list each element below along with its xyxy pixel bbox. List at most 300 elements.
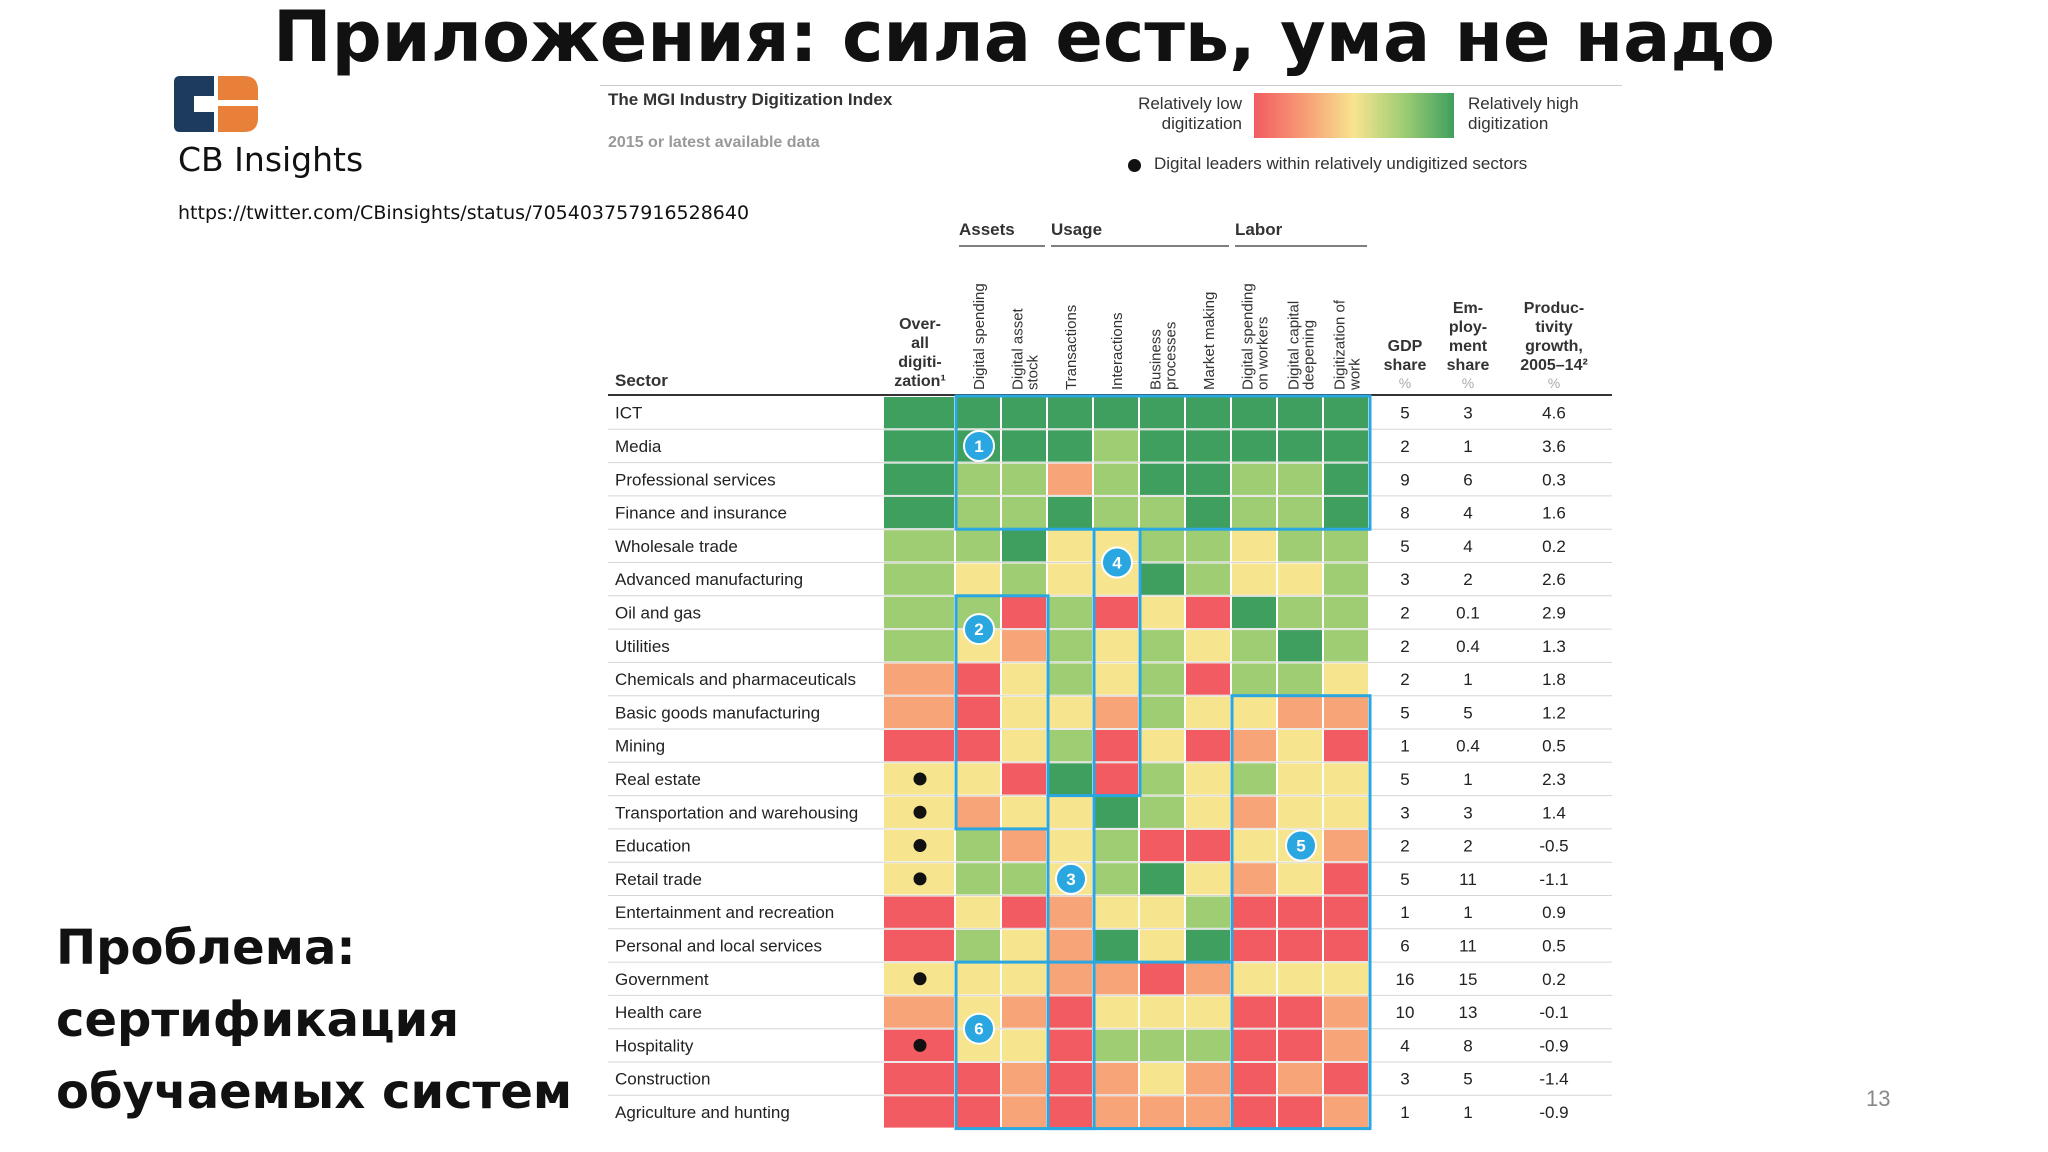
heat-cell-r10-c6 xyxy=(1186,730,1230,761)
heat-cell-r4-c2 xyxy=(1002,530,1046,561)
column-header-9-line-1: work xyxy=(1346,358,1364,390)
heat-cell-r9-c1 xyxy=(956,697,1000,728)
heat-cell-r4-c8 xyxy=(1278,530,1322,561)
chart-top-rule xyxy=(600,85,1622,86)
column-header-6-line-0: Market making xyxy=(1201,291,1218,390)
sector-label-7: Utilities xyxy=(615,636,670,656)
stat-value-gdp-2: 9 xyxy=(1400,470,1410,490)
heat-cell-r7-c3 xyxy=(1048,630,1092,661)
stat-header-1-line-3: share xyxy=(1446,357,1490,374)
column-header-2-line-1: stock xyxy=(1024,354,1042,390)
heat-cell-r4-c3 xyxy=(1048,530,1092,561)
legend-gradient-bar xyxy=(1254,93,1454,138)
stat-value-gdp-0: 5 xyxy=(1400,403,1410,423)
legend-low-line-2: digitization xyxy=(1161,114,1242,133)
stat-value-prod-10: 0.5 xyxy=(1542,736,1566,756)
group-label-1: Usage xyxy=(1051,220,1103,239)
heat-cell-r20-c0 xyxy=(884,1063,954,1094)
heat-cell-r12-c3 xyxy=(1048,797,1092,828)
stat-value-emp-16: 11 xyxy=(1459,936,1477,956)
sector-header: Sector xyxy=(615,371,668,390)
sector-label-0: ICT xyxy=(615,403,643,423)
stat-header-0-line-1: share xyxy=(1383,357,1427,374)
heat-cell-r6-c4 xyxy=(1094,597,1138,628)
column-header-9-line-0: Digitization of xyxy=(1331,299,1349,390)
heat-cell-r20-c9 xyxy=(1324,1063,1368,1094)
heat-cell-r13-c2 xyxy=(1002,830,1046,861)
heat-cell-r19-c6 xyxy=(1186,1030,1230,1061)
stat-value-prod-1: 3.6 xyxy=(1542,436,1566,456)
heat-cell-r16-c4 xyxy=(1094,930,1138,961)
problem-line-1: Проблема: xyxy=(56,920,356,976)
heat-cell-r16-c9 xyxy=(1324,930,1368,961)
heat-cell-r9-c4 xyxy=(1094,697,1138,728)
sector-label-1: Media xyxy=(615,436,662,456)
stat-value-gdp-9: 5 xyxy=(1400,703,1410,723)
heat-cell-r15-c4 xyxy=(1094,897,1138,928)
stat-value-prod-17: 0.2 xyxy=(1542,969,1566,989)
column-header-0-line-2: digiti- xyxy=(898,354,942,371)
heat-cell-r20-c4 xyxy=(1094,1063,1138,1094)
heat-cell-r10-c7 xyxy=(1232,730,1276,761)
heat-cell-r11-c8 xyxy=(1278,763,1322,794)
heat-cell-r7-c9 xyxy=(1324,630,1368,661)
heat-cell-r4-c7 xyxy=(1232,530,1276,561)
heat-cell-r8-c7 xyxy=(1232,663,1276,694)
heat-cell-r3-c1 xyxy=(956,497,1000,528)
callout-badge-label-3: 3 xyxy=(1066,869,1076,889)
page-number: 13 xyxy=(1866,1086,1891,1111)
stat-value-emp-13: 2 xyxy=(1463,836,1473,856)
stat-value-prod-21: -0.9 xyxy=(1539,1102,1569,1122)
heat-cell-r3-c9 xyxy=(1324,497,1368,528)
heat-cell-r8-c2 xyxy=(1002,663,1046,694)
heat-cell-r19-c3 xyxy=(1048,1030,1092,1061)
legend-low-line-1: Relatively low xyxy=(1138,94,1242,113)
stat-value-gdp-4: 5 xyxy=(1400,536,1410,556)
heat-cell-r14-c8 xyxy=(1278,863,1322,894)
heat-cell-r6-c8 xyxy=(1278,597,1322,628)
heat-cell-r10-c4 xyxy=(1094,730,1138,761)
heat-cell-r6-c5 xyxy=(1140,597,1184,628)
column-header-2-line-0: Digital asset xyxy=(1009,308,1027,390)
column-header-7-line-1: on workers xyxy=(1254,316,1272,390)
stat-value-gdp-16: 6 xyxy=(1400,936,1410,956)
heat-cell-r18-c0 xyxy=(884,996,954,1027)
heat-cell-r0-c2 xyxy=(1002,397,1046,428)
legend-leader-dot-icon xyxy=(1128,159,1141,172)
heat-cell-r1-c0 xyxy=(884,430,954,461)
heat-cell-r18-c4 xyxy=(1094,996,1138,1027)
sector-label-11: Real estate xyxy=(615,769,701,789)
heat-cell-r15-c1 xyxy=(956,897,1000,928)
heat-cell-r20-c6 xyxy=(1186,1063,1230,1094)
stat-value-emp-6: 0.1 xyxy=(1456,603,1480,623)
stat-value-prod-4: 0.2 xyxy=(1542,536,1566,556)
heat-cell-r0-c8 xyxy=(1278,397,1322,428)
sector-label-14: Retail trade xyxy=(615,869,702,889)
problem-line-2: сертификация xyxy=(56,992,460,1048)
logo-text: CB Insights xyxy=(178,140,364,179)
heat-cell-r11-c5 xyxy=(1140,763,1184,794)
stat-value-gdp-13: 2 xyxy=(1400,836,1410,856)
stat-unit-0: % xyxy=(1398,375,1412,391)
heat-cell-r2-c0 xyxy=(884,464,954,495)
heat-cell-r16-c2 xyxy=(1002,930,1046,961)
heat-cell-r17-c5 xyxy=(1140,963,1184,994)
heat-cell-r15-c2 xyxy=(1002,897,1046,928)
heat-cell-r3-c3 xyxy=(1048,497,1092,528)
heat-cell-r21-c8 xyxy=(1278,1096,1322,1127)
stat-unit-2: % xyxy=(1547,375,1561,391)
sector-label-10: Mining xyxy=(615,736,666,756)
legend-leaders-label: Digital leaders within relatively undigitized sectors xyxy=(1154,154,1528,173)
heat-cell-r12-c8 xyxy=(1278,797,1322,828)
sector-label-5: Advanced manufacturing xyxy=(615,570,804,590)
heat-cell-r14-c4 xyxy=(1094,863,1138,894)
heat-cell-r21-c6 xyxy=(1186,1096,1230,1127)
heat-cell-r21-c2 xyxy=(1002,1096,1046,1127)
heat-cell-r8-c5 xyxy=(1140,663,1184,694)
heat-cell-r7-c7 xyxy=(1232,630,1276,661)
heat-cell-r2-c7 xyxy=(1232,464,1276,495)
heat-cell-r5-c7 xyxy=(1232,564,1276,595)
heat-cell-r10-c8 xyxy=(1278,730,1322,761)
stat-value-gdp-17: 16 xyxy=(1395,969,1415,989)
heat-cell-r11-c6 xyxy=(1186,763,1230,794)
heat-cell-r18-c2 xyxy=(1002,996,1046,1027)
heat-cell-r12-c5 xyxy=(1140,797,1184,828)
heat-cell-r0-c9 xyxy=(1324,397,1368,428)
stat-value-prod-2: 0.3 xyxy=(1542,470,1566,490)
heat-cell-r4-c0 xyxy=(884,530,954,561)
stat-value-gdp-11: 5 xyxy=(1400,769,1410,789)
heat-cell-r3-c0 xyxy=(884,497,954,528)
sector-label-20: Construction xyxy=(615,1069,711,1089)
legend-low-label xyxy=(1100,94,1242,134)
stat-value-prod-0: 4.6 xyxy=(1542,403,1566,423)
stat-value-prod-13: -0.5 xyxy=(1539,836,1569,856)
heat-cell-r12-c4 xyxy=(1094,797,1138,828)
stat-value-prod-18: -0.1 xyxy=(1539,1003,1569,1023)
leader-dot-icon-11 xyxy=(914,772,927,785)
stat-value-emp-11: 1 xyxy=(1463,769,1473,789)
heat-cell-r18-c7 xyxy=(1232,996,1276,1027)
heat-cell-r11-c3 xyxy=(1048,763,1092,794)
sector-label-2: Professional services xyxy=(615,470,776,490)
callout-badge-label-2: 2 xyxy=(974,620,984,640)
heat-cell-r18-c3 xyxy=(1048,996,1092,1027)
heat-cell-r17-c2 xyxy=(1002,963,1046,994)
heat-cell-r2-c3 xyxy=(1048,464,1092,495)
stat-value-prod-6: 2.9 xyxy=(1542,603,1566,623)
sector-label-3: Finance and insurance xyxy=(615,503,788,523)
heat-cell-r8-c4 xyxy=(1094,663,1138,694)
heat-cell-r4-c5 xyxy=(1140,530,1184,561)
heat-cell-r2-c4 xyxy=(1094,464,1138,495)
heat-cell-r13-c9 xyxy=(1324,830,1368,861)
heat-cell-r5-c5 xyxy=(1140,564,1184,595)
heat-cell-r21-c9 xyxy=(1324,1096,1368,1127)
heat-cell-r20-c5 xyxy=(1140,1063,1184,1094)
column-header-0-line-1: all xyxy=(911,335,929,352)
heat-cell-r0-c4 xyxy=(1094,397,1138,428)
heat-cell-r3-c5 xyxy=(1140,497,1184,528)
heat-cell-r20-c3 xyxy=(1048,1063,1092,1094)
stat-value-emp-0: 3 xyxy=(1463,403,1473,423)
stat-header-2-line-0: Produc- xyxy=(1523,300,1585,317)
heat-cell-r18-c9 xyxy=(1324,996,1368,1027)
heat-cell-r5-c1 xyxy=(956,564,1000,595)
heat-cell-r6-c6 xyxy=(1186,597,1230,628)
heat-cell-r7-c5 xyxy=(1140,630,1184,661)
stat-value-emp-2: 6 xyxy=(1463,470,1473,490)
heat-cell-r8-c6 xyxy=(1186,663,1230,694)
heat-cell-r10-c3 xyxy=(1048,730,1092,761)
stat-value-prod-12: 1.4 xyxy=(1542,803,1566,823)
heat-cell-r7-c2 xyxy=(1002,630,1046,661)
column-header-8-line-0: Digital capital xyxy=(1285,300,1303,390)
heat-cell-r1-c2 xyxy=(1002,430,1046,461)
heat-cell-r17-c3 xyxy=(1048,963,1092,994)
heat-cell-r19-c5 xyxy=(1140,1030,1184,1061)
heat-cell-r20-c2 xyxy=(1002,1063,1046,1094)
heat-cell-r16-c5 xyxy=(1140,930,1184,961)
heat-cell-r17-c4 xyxy=(1094,963,1138,994)
group-label-0: Assets xyxy=(959,220,1015,239)
heat-cell-r15-c9 xyxy=(1324,897,1368,928)
heat-cell-r19-c4 xyxy=(1094,1030,1138,1061)
heat-cell-r12-c7 xyxy=(1232,797,1276,828)
heat-cell-r2-c6 xyxy=(1186,464,1230,495)
heat-cell-r18-c5 xyxy=(1140,996,1184,1027)
stat-value-gdp-18: 10 xyxy=(1395,1003,1415,1023)
heat-cell-r9-c9 xyxy=(1324,697,1368,728)
stat-value-emp-12: 3 xyxy=(1463,803,1473,823)
stat-value-prod-7: 1.3 xyxy=(1542,636,1566,656)
sector-label-18: Health care xyxy=(615,1003,702,1023)
heat-cell-r7-c8 xyxy=(1278,630,1322,661)
sector-label-6: Oil and gas xyxy=(615,603,701,623)
heat-cell-r3-c6 xyxy=(1186,497,1230,528)
stat-value-prod-19: -0.9 xyxy=(1539,1036,1569,1056)
heat-cell-r14-c9 xyxy=(1324,863,1368,894)
heat-cell-r1-c7 xyxy=(1232,430,1276,461)
heat-cell-r1-c6 xyxy=(1186,430,1230,461)
heat-cell-r18-c8 xyxy=(1278,996,1322,1027)
slide-title: Приложения: сила есть, ума не надо xyxy=(272,0,1776,78)
heat-cell-r15-c5 xyxy=(1140,897,1184,928)
stat-value-gdp-12: 3 xyxy=(1400,803,1410,823)
heat-cell-r10-c2 xyxy=(1002,730,1046,761)
heat-cell-r4-c6 xyxy=(1186,530,1230,561)
heat-cell-r11-c7 xyxy=(1232,763,1276,794)
heat-cell-r11-c4 xyxy=(1094,763,1138,794)
stat-value-prod-20: -1.4 xyxy=(1539,1069,1569,1089)
heat-cell-r13-c1 xyxy=(956,830,1000,861)
heat-cell-r4-c9 xyxy=(1324,530,1368,561)
stat-value-emp-18: 13 xyxy=(1458,1003,1478,1023)
heat-cell-r13-c7 xyxy=(1232,830,1276,861)
heat-cell-r16-c3 xyxy=(1048,930,1092,961)
legend-high-label xyxy=(1468,94,1579,134)
stat-value-emp-19: 8 xyxy=(1463,1036,1473,1056)
heat-cell-r19-c8 xyxy=(1278,1030,1322,1061)
heat-cell-r19-c7 xyxy=(1232,1030,1276,1061)
heat-cell-r13-c5 xyxy=(1140,830,1184,861)
digitization-heatmap xyxy=(600,210,1620,1150)
stat-value-emp-10: 0.4 xyxy=(1456,736,1480,756)
leader-dot-icon-14 xyxy=(914,872,927,885)
stat-value-emp-8: 1 xyxy=(1463,670,1473,690)
stat-value-gdp-20: 3 xyxy=(1400,1069,1410,1089)
source-url: https://twitter.com/CBinsights/status/705403757916528640 xyxy=(178,202,750,224)
heat-cell-r19-c9 xyxy=(1324,1030,1368,1061)
stat-header-1-line-2: ment xyxy=(1448,338,1488,355)
sector-label-17: Government xyxy=(615,969,709,989)
heat-cell-r15-c8 xyxy=(1278,897,1322,928)
heat-cell-r2-c2 xyxy=(1002,464,1046,495)
heat-cell-r20-c8 xyxy=(1278,1063,1322,1094)
stat-value-gdp-1: 2 xyxy=(1400,436,1410,456)
heat-cell-r6-c3 xyxy=(1048,597,1092,628)
heat-cell-r16-c8 xyxy=(1278,930,1322,961)
heat-cell-r9-c0 xyxy=(884,697,954,728)
heat-cell-r13-c6 xyxy=(1186,830,1230,861)
stat-value-emp-17: 15 xyxy=(1458,969,1478,989)
chart-subtitle: 2015 or latest available data xyxy=(608,134,820,151)
stat-unit-1: % xyxy=(1461,375,1475,391)
heat-cell-r14-c6 xyxy=(1186,863,1230,894)
heat-cell-r0-c7 xyxy=(1232,397,1276,428)
stat-value-emp-14: 11 xyxy=(1459,869,1477,889)
leader-dot-icon-17 xyxy=(914,972,927,985)
stat-value-gdp-19: 4 xyxy=(1400,1036,1410,1056)
heat-cell-r17-c6 xyxy=(1186,963,1230,994)
heat-cell-r8-c3 xyxy=(1048,663,1092,694)
heat-cell-r19-c2 xyxy=(1002,1030,1046,1061)
column-header-3-line-0: Transactions xyxy=(1063,304,1080,390)
heat-cell-r4-c1 xyxy=(956,530,1000,561)
heat-cell-r21-c3 xyxy=(1048,1096,1092,1127)
heat-cell-r17-c9 xyxy=(1324,963,1368,994)
heat-cell-r10-c9 xyxy=(1324,730,1368,761)
legend-high-line-2: digitization xyxy=(1468,114,1549,133)
heat-cell-r0-c6 xyxy=(1186,397,1230,428)
heat-cell-r14-c2 xyxy=(1002,863,1046,894)
heat-cell-r6-c2 xyxy=(1002,597,1046,628)
heat-cell-r18-c6 xyxy=(1186,996,1230,1027)
heat-cell-r14-c1 xyxy=(956,863,1000,894)
stat-value-gdp-6: 2 xyxy=(1400,603,1410,623)
heat-cell-r11-c9 xyxy=(1324,763,1368,794)
stat-value-prod-14: -1.1 xyxy=(1539,869,1569,889)
heat-cell-r1-c5 xyxy=(1140,430,1184,461)
heat-cell-r15-c7 xyxy=(1232,897,1276,928)
heat-cell-r10-c0 xyxy=(884,730,954,761)
heat-cell-r8-c8 xyxy=(1278,663,1322,694)
column-header-5-line-1: processes xyxy=(1162,321,1180,390)
column-header-1-line-0: Digital spending xyxy=(971,283,988,390)
heat-cell-r16-c6 xyxy=(1186,930,1230,961)
stat-value-gdp-8: 2 xyxy=(1400,670,1410,690)
stat-value-gdp-21: 1 xyxy=(1400,1102,1410,1122)
sector-label-21: Agriculture and hunting xyxy=(615,1102,790,1122)
sector-label-16: Personal and local services xyxy=(615,936,822,956)
heat-cell-r3-c4 xyxy=(1094,497,1138,528)
stat-value-emp-20: 5 xyxy=(1463,1069,1473,1089)
stat-value-emp-7: 0.4 xyxy=(1456,636,1480,656)
chart-title: The MGI Industry Digitization Index xyxy=(608,90,893,109)
heat-cell-r13-c3 xyxy=(1048,830,1092,861)
heat-cell-r17-c7 xyxy=(1232,963,1276,994)
stat-header-2-line-1: tivity xyxy=(1535,319,1573,336)
heat-cell-r7-c0 xyxy=(884,630,954,661)
heat-cell-r2-c9 xyxy=(1324,464,1368,495)
heat-cell-r15-c6 xyxy=(1186,897,1230,928)
legend-high-line-1: Relatively high xyxy=(1468,94,1579,113)
leader-dot-icon-12 xyxy=(914,806,927,819)
callout-badge-label-1: 1 xyxy=(974,436,984,456)
stat-value-emp-5: 2 xyxy=(1463,570,1473,590)
stat-header-2-line-3: 2005–14² xyxy=(1520,357,1588,374)
group-label-2: Labor xyxy=(1235,220,1283,239)
leader-dot-icon-13 xyxy=(914,839,927,852)
heat-cell-r9-c3 xyxy=(1048,697,1092,728)
heat-cell-r8-c1 xyxy=(956,663,1000,694)
heat-cell-r14-c7 xyxy=(1232,863,1276,894)
stat-value-emp-1: 1 xyxy=(1463,436,1473,456)
heat-cell-r11-c2 xyxy=(1002,763,1046,794)
heat-cell-r12-c6 xyxy=(1186,797,1230,828)
heat-cell-r21-c1 xyxy=(956,1096,1000,1127)
problem-line-3: обучаемых систем xyxy=(56,1064,573,1120)
heat-cell-r17-c8 xyxy=(1278,963,1322,994)
heat-cell-r12-c1 xyxy=(956,797,1000,828)
heat-cell-r5-c3 xyxy=(1048,564,1092,595)
stat-value-prod-3: 1.6 xyxy=(1542,503,1566,523)
column-header-4-line-0: Interactions xyxy=(1109,312,1126,390)
heat-cell-r8-c9 xyxy=(1324,663,1368,694)
sector-label-15: Entertainment and recreation xyxy=(615,903,835,923)
stat-header-0-line-0: GDP xyxy=(1387,338,1423,355)
stat-value-gdp-5: 3 xyxy=(1400,570,1410,590)
heat-cell-r6-c0 xyxy=(884,597,954,628)
heat-cell-r13-c4 xyxy=(1094,830,1138,861)
heat-cell-r3-c2 xyxy=(1002,497,1046,528)
stat-value-gdp-3: 8 xyxy=(1400,503,1410,523)
stat-value-prod-11: 2.3 xyxy=(1542,769,1566,789)
problem-statement xyxy=(56,912,572,1128)
stat-header-2-line-2: growth, xyxy=(1525,338,1583,355)
sector-label-19: Hospitality xyxy=(615,1036,694,1056)
stat-value-gdp-15: 1 xyxy=(1400,903,1410,923)
heat-cell-r20-c7 xyxy=(1232,1063,1276,1094)
heat-cell-r11-c1 xyxy=(956,763,1000,794)
heat-cell-r6-c7 xyxy=(1232,597,1276,628)
heat-cell-r2-c8 xyxy=(1278,464,1322,495)
heat-cell-r2-c5 xyxy=(1140,464,1184,495)
column-header-5-line-0: Business xyxy=(1147,329,1165,390)
heat-cell-r5-c8 xyxy=(1278,564,1322,595)
sector-label-13: Education xyxy=(615,836,691,856)
heat-cell-r0-c3 xyxy=(1048,397,1092,428)
heat-cell-r7-c6 xyxy=(1186,630,1230,661)
heat-cell-r17-c1 xyxy=(956,963,1000,994)
column-header-7-line-0: Digital spending xyxy=(1239,283,1257,390)
heat-cell-r0-c0 xyxy=(884,397,954,428)
heat-cell-r1-c9 xyxy=(1324,430,1368,461)
